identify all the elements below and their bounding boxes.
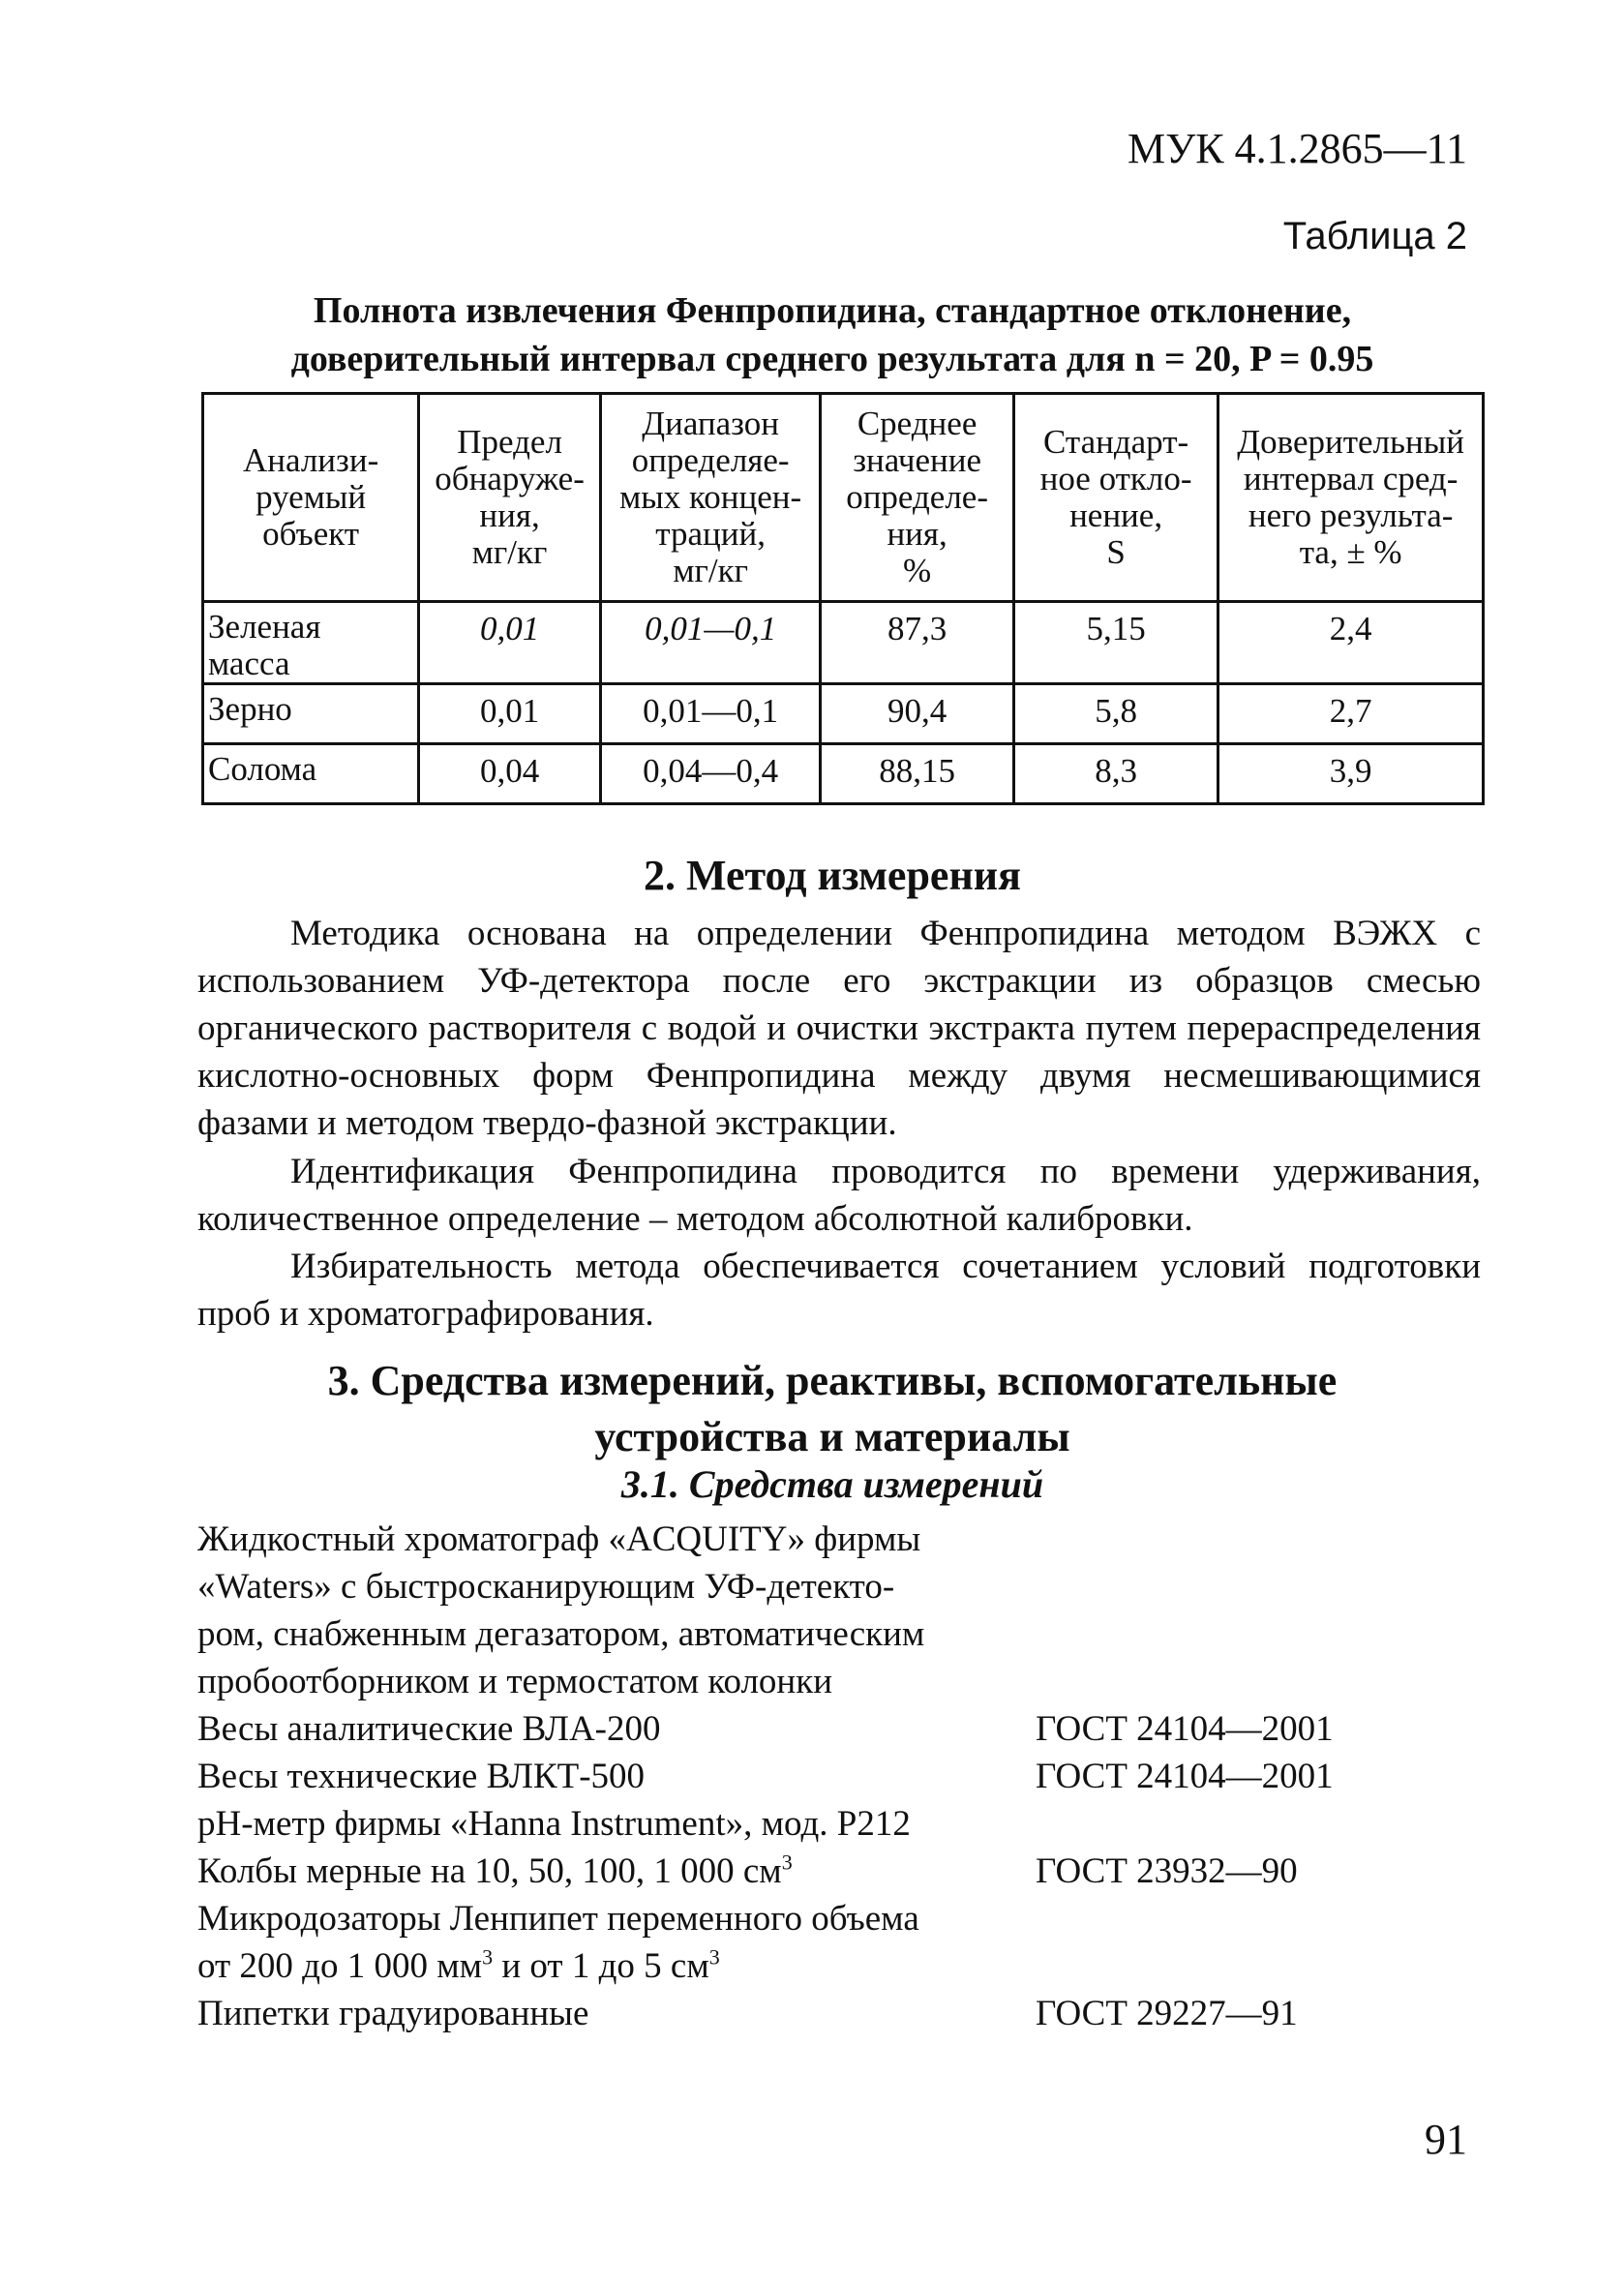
header-standard-deviation: Стандарт- ное откло- нение, S: [1013, 394, 1218, 602]
header-mean-value: Среднее значение определе- ния, %: [821, 394, 1014, 602]
cell-range: 0,01—0,1: [600, 684, 820, 744]
header-detection-limit: Предел обнаруже- ния, мг/кг: [419, 394, 601, 602]
section-3-title-line-1: 3. Средства измерений, реактивы, вспомогательные: [327, 1357, 1338, 1404]
cell-object: Солома: [203, 744, 419, 804]
cell-limit: 0,01: [419, 602, 601, 684]
equipment-gost: ГОСТ 24104—2001: [1036, 1709, 1334, 1749]
section-2-paragraph-3: Избирательность метода обеспечивается сочетанием условий подготовки проб и хроматографирования.: [197, 1247, 1481, 1334]
equipment-line: Жидкостный хроматограф «ACQUITY» фирмы: [197, 1519, 921, 1559]
section-2-title: 2. Метод измерения: [644, 852, 1021, 899]
cell-sd: 5,8: [1013, 684, 1218, 744]
document-id: МУК 4.1.2865—11: [1128, 125, 1467, 172]
cell-ci: 2,4: [1218, 602, 1484, 684]
equipment-line: Колбы мерные на 10, 50, 100, 1 000 $см^3$: [197, 1850, 793, 1891]
section-3-title-line-2: устройства и материалы: [594, 1413, 1070, 1460]
section-2-paragraph-1: Методика основана на определении Фенпропидина методом ВЭЖХ с использованием УФ-детектора после его экстракции из образцов смесью органического растворителя с водой и очистки экстракта путем перераспределения кислотно-основных форм Фенпропидина между двумя несмешивающимися фазами и методом твердо-фазной экстракции.: [197, 914, 1481, 1143]
section-2-paragraph-2: Идентификация Фенпропидина проводится по времени удерживания, количественное определение – методом абсолютной калибровки.: [197, 1152, 1481, 1239]
equipment-line: pH-метр фирмы «Hanna Instrument», мод. P212: [197, 1804, 911, 1844]
cell-object: Зеленая масса: [203, 602, 419, 684]
subsection-3-1-title: 3.1. Средства измерений: [620, 1462, 1044, 1506]
cell-range: 0,01—0,1: [600, 602, 820, 684]
cell-ci: 2,7: [1218, 684, 1484, 744]
table-title: [194, 286, 1471, 383]
equipment-line: «Waters» с быстросканирующим УФ-детекто-: [197, 1567, 895, 1607]
page-number: 91: [1425, 2116, 1467, 2163]
equipment-line: Весы технические ВЛКТ-500: [197, 1757, 646, 1796]
cell-object: Зерно: [203, 684, 419, 744]
header-concentration-range: Диапазон определяе- мых концен- траций, мг/кг: [600, 394, 820, 602]
table-title-line-2: доверительный интервал среднего результата для n = 20, P = 0.95: [290, 339, 1374, 379]
equipment-gost: ГОСТ 23932—90: [1036, 1851, 1298, 1891]
cell-mean: 88,15: [821, 744, 1014, 804]
equipment-line: ром, снабженным дегазатором, автоматическим: [197, 1614, 925, 1654]
cell-sd: 8,3: [1013, 744, 1218, 804]
equipment-gost: ГОСТ 24104—2001: [1036, 1757, 1334, 1796]
header-confidence-interval: Доверительный интервал сред- него результа- та, ± %: [1218, 394, 1484, 602]
equipment-line: пробоотборником и термостатом колонки: [197, 1662, 833, 1701]
cell-limit: 0,01: [419, 684, 601, 744]
cell-mean: 87,3: [821, 602, 1014, 684]
equipment-line: от 200 до 1 000 $мм^3$ и от 1 до 5 $см^3$: [197, 1944, 720, 1986]
cell-limit: 0,04: [419, 744, 601, 804]
table-row: [203, 744, 1484, 804]
recovery-table: [201, 392, 1485, 805]
cell-ci: 3,9: [1218, 744, 1484, 804]
cell-mean: 90,4: [821, 684, 1014, 744]
equipment-line: Микродозаторы Ленпипет переменного объема: [197, 1899, 919, 1939]
table-title-line-1: Полнота извлечения Фенпропидина, стандартное отклонение,: [313, 290, 1352, 331]
table-row: [203, 602, 1484, 684]
table-row: [203, 684, 1484, 744]
table-header-row: [203, 394, 1484, 602]
cell-range: 0,04—0,4: [600, 744, 820, 804]
equipment-line: Пипетки градуированные: [197, 1994, 589, 2033]
header-object: Анализи- руемый объект: [203, 394, 419, 602]
cell-sd: 5,15: [1013, 602, 1218, 684]
equipment-line: Весы аналитические ВЛА-200: [197, 1709, 661, 1749]
section-3-title: [194, 1353, 1471, 1465]
table-label: Таблица 2: [1282, 215, 1467, 257]
equipment-gost: ГОСТ 29227—91: [1036, 1994, 1298, 2033]
